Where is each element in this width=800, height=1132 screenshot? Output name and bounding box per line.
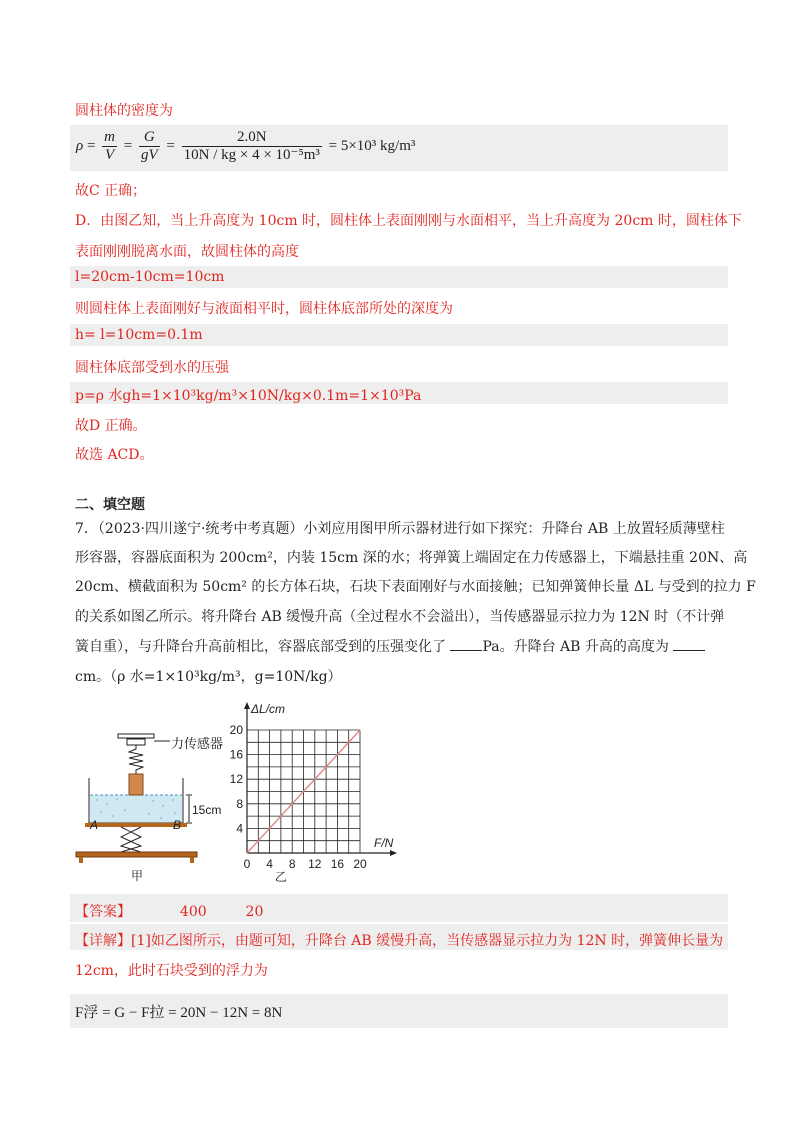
- question-line2: 形容器，容器底面积为 200cm²，内装 15cm 深的水；将弹簧上端固定在力传感器上，下端悬挂重 20N、高: [75, 550, 748, 566]
- scissor-lift-right: [121, 827, 141, 852]
- detail-label: 【详解】: [75, 933, 131, 949]
- fraction-g-gv: $\frac{G}{gV}$: [140, 129, 158, 163]
- d-analysis-line1: D．由图乙知，当上升高度为 10cm 时，圆柱体上表面刚刚与水面相平，当上升高度为 20cm 时，圆柱体下: [75, 213, 742, 229]
- rho-symbol: ρ: [76, 137, 84, 154]
- depth-intro: 则圆柱体上表面刚好与液面相平时，圆柱体底部所处的深度为: [75, 301, 453, 317]
- detail-line2: 12cm，此时石块受到的浮力为: [75, 963, 268, 979]
- water-body: [90, 795, 182, 822]
- c-correct: 故C 正确；: [75, 183, 147, 199]
- detail-line1: 【详解】[1]如乙图所示，由题可知，升降台 AB 缓慢升高，当传感器显示拉力为 12N 时，弹簧伸长量为: [75, 933, 724, 949]
- height-equation: l=20cm-10cm=10cm: [75, 269, 225, 285]
- density-result: = 5×10³ kg/m³: [328, 137, 416, 154]
- x-tick-label: 12: [308, 857, 322, 871]
- x-tick-label: 8: [288, 857, 296, 871]
- sensor-label: 力传感器: [171, 737, 224, 752]
- stone-block: [129, 774, 143, 795]
- force-sensor-plate: [118, 734, 154, 738]
- lift-platform-ab: [85, 823, 187, 827]
- base-board: [76, 852, 197, 857]
- depth-label: 15cm: [192, 803, 222, 817]
- pressure-intro: 圆柱体底部受到水的压强: [75, 360, 229, 376]
- buoyancy-equation: F浮 = G − F拉 = 20N − 12N = 8N: [75, 1005, 283, 1021]
- x-tick-label: 0: [243, 857, 251, 871]
- x-tick-label: 4: [266, 857, 273, 871]
- answer-value-2: 20: [245, 904, 264, 920]
- base-leg-left: [79, 857, 83, 863]
- answer-blank-1[interactable]: [450, 638, 482, 651]
- density-formula: ρ = $\frac{m}{V}$ = $\frac{G}{gV}$ = $\frac{2.0N}{\text{10N / kg × 4 × 10⁻⁵m³}}$ = 5×10³ kg/m³: [76, 129, 416, 163]
- answer-blank-2[interactable]: [673, 638, 705, 651]
- depth-equation: h= l=10cm=0.1m: [75, 327, 203, 343]
- answer-label: 【答案】: [75, 904, 131, 920]
- figure-jia-caption: 甲: [131, 869, 144, 883]
- density-intro: 圆柱体的密度为: [75, 103, 173, 119]
- chart-yi: [222, 697, 412, 882]
- y-tick-label: 4: [236, 821, 243, 836]
- x-tick-label: 20: [353, 857, 367, 871]
- x-axis-label: F/N: [374, 836, 394, 850]
- question-line5: [75, 636, 705, 656]
- question-line4: 的关系如图乙所示。将升降台 AB 缓慢升高（全过程水不会溢出），当传感器显示拉力为 12N 时（不计弹: [75, 609, 725, 625]
- choose-answer: 故选 ACD。: [75, 447, 154, 463]
- y-tick-label: 16: [229, 747, 243, 762]
- y-axis-arrow-icon: [244, 702, 250, 709]
- d-analysis-line2: 表面刚刚脱离水面，故圆柱体的高度: [75, 244, 299, 260]
- fraction-values: $\frac{2.0N}{\text{10N / kg × 4 × 10⁻⁵m³}}$: [183, 129, 320, 163]
- label-a: A: [90, 818, 99, 832]
- chart-caption: 乙: [274, 870, 287, 882]
- x-axis-arrow-icon: [390, 850, 397, 856]
- label-b: B: [173, 818, 182, 832]
- pressure-equation: p=ρ 水gh=1×10³kg/m³×10N/kg×0.1m=1×10³Pa: [75, 388, 422, 404]
- force-sensor-body: [127, 739, 145, 745]
- figure-jia: [65, 700, 245, 890]
- d-correct: 故D 正确。: [75, 418, 147, 434]
- question-line5-a: 簧自重），与升降台升高前相比，容器底部受到的压强变化了: [75, 639, 446, 655]
- scissor-lift-left: [121, 827, 141, 852]
- y-tick-label: 8: [236, 796, 243, 811]
- answer-line: [75, 901, 263, 921]
- y-axis-label: ΔL/cm: [251, 702, 286, 716]
- section-title: 二、填空题: [75, 497, 145, 513]
- question-line5-b: Pa。升降台 AB 升高的高度为: [482, 639, 669, 655]
- y-tick-label: 20: [229, 723, 243, 737]
- fraction-m-v: $\frac{m}{V}$: [104, 129, 116, 163]
- spring-icon: [129, 745, 143, 774]
- base-leg-right: [190, 857, 194, 863]
- question-line6: cm。（ρ 水=1×10³kg/m³，g=10N/kg）: [75, 669, 342, 685]
- answer-value-1: 400: [179, 904, 207, 920]
- y-tick-label: 12: [229, 772, 243, 787]
- x-tick-label: 16: [330, 857, 345, 871]
- question-line1: 7．（2023·四川遂宁·统考中考真题）小刘应用图甲所示器材进行如下探究：升降台 AB 上放置轻质薄壁柱: [75, 521, 725, 537]
- question-line3: 20cm、横截面积为 50cm² 的长方体石块，石块下表面刚好与水面接触；已知弹簧伸长量 ΔL 与受到的拉力 F: [75, 579, 756, 595]
